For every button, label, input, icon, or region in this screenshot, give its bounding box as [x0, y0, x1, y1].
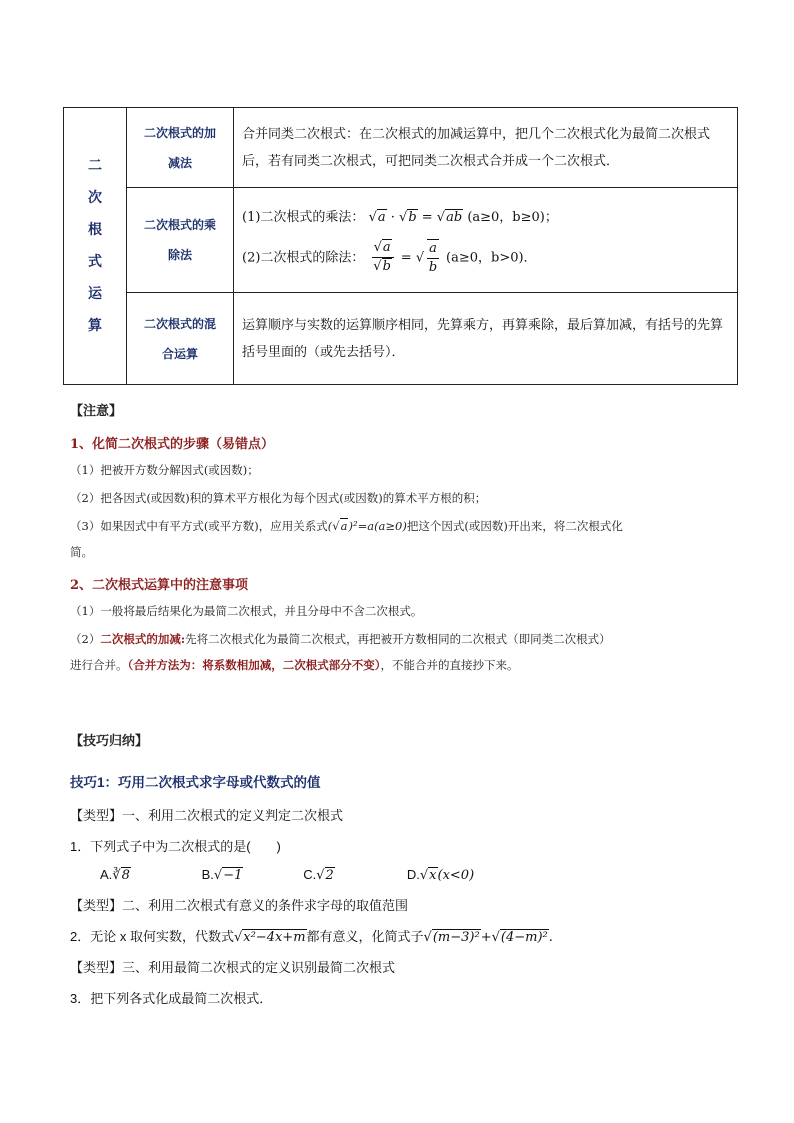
category-char: 次 — [88, 190, 102, 206]
category-char: 根 — [88, 222, 102, 238]
type3-heading: 【类型】三、利用最简二次根式的定义识别最简二次根式 — [70, 960, 396, 975]
rule-name-mixed: 二次根式的混 合运算 — [127, 293, 234, 385]
rule-name-add-sub: 二次根式的加 减法 — [127, 108, 234, 188]
multiplication-formula: √a · √b = √ab — [368, 209, 463, 225]
note-line: （2）二次根式的加减:先将二次根式化为最简二次根式，再把被开方数相同的二次根式（即同类二次根式） — [70, 632, 611, 646]
type1-heading: 【类型】一、利用二次根式的定义判定二次根式 — [70, 808, 344, 823]
q2-simplify-expression: √(m−3)²+√(4−m)². — [423, 930, 553, 945]
note-line: （2）把各因式(或因数)积的算术平方根化为每个因式(或因数)的算术平方根的积； — [70, 491, 487, 505]
category-cell — [64, 108, 127, 385]
rule-desc-mixed: 运算顺序与实数的运算顺序相同，先算乘方，再算乘除，最后算加减，有括号的先算括号里面的（或先去括号）． — [234, 293, 738, 385]
note-line: 进行合并。（合并方法为：将系数相加减，二次根式部分不变），不能合并的直接抄下来。 — [70, 658, 519, 672]
option-c[interactable]: C.√2 — [303, 867, 334, 883]
question-1-options — [70, 867, 740, 883]
notes-s2-title: 2、二次根式运算中的注意事项 — [70, 578, 249, 593]
question-2: 2．无论 x 取何实数，代数式√x²−4x+m都有意义，化简式子√(m−3)²+√(4−m)². — [70, 929, 553, 945]
division-rule: (2)二次根式的除法： $\frac{√a}{√b}$ = √ $\frac{a}{b}$ (a≥0，b>0)． — [242, 240, 537, 275]
option-d[interactable]: D.√x(x<0) — [406, 867, 475, 883]
question-3: 3．把下列各式化成最简二次根式． — [70, 991, 273, 1006]
question-1: 1．下列式子中为二次根式的是( ) — [70, 839, 281, 854]
skills-section — [70, 730, 740, 1007]
notes-section — [70, 400, 740, 675]
type2-heading: 【类型】二、利用二次根式有意义的条件求字母的取值范围 — [70, 898, 409, 913]
rule-name-mul-div: 二次根式的乘 除法 — [127, 188, 234, 293]
category-char: 式 — [88, 254, 102, 270]
note-line: （1）把被开方数分解因式(或因数)； — [70, 463, 259, 477]
note-line: （1）一般将最后结果化为最简二次根式，并且分母中不含二次根式。 — [70, 604, 423, 618]
division-lhs: $\frac{√a}{√b}$ — [372, 239, 394, 276]
division-rhs: $\frac{a}{b}$ — [428, 240, 438, 275]
notes-title: 【注意】 — [70, 404, 123, 419]
option-b[interactable]: B.√−1 — [201, 867, 243, 883]
category-char: 算 — [88, 318, 102, 334]
multiplication-rule: (1)二次根式的乘法： √a · √b = √ab (a≥0，b≥0)； — [242, 209, 558, 225]
skills-title: 【技巧归纳】 — [70, 734, 149, 749]
skill1-title: 技巧1：巧用二次根式求字母或代数式的值 — [70, 775, 321, 790]
category-char: 运 — [88, 286, 102, 302]
category-char: 二 — [88, 158, 102, 174]
rule-desc-mul-div — [234, 188, 738, 293]
option-a[interactable]: A.∛8 — [100, 867, 130, 883]
note-line: （3）如果因式中有平方式(或平方数)，应用关系式(√a)²=a(a≥0)把这个因式(或因数)开出来，将二次根式化 — [70, 519, 623, 533]
notes-s1-title: 1、化简二次根式的步骤（易错点） — [70, 437, 275, 452]
note-line: 简。 — [70, 545, 93, 559]
relation-formula: (√a)²=a(a≥0) — [327, 519, 407, 533]
q2-expression: √x²−4x+m — [233, 930, 306, 945]
rule-desc-add-sub: 合并同类二次根式：在二次根式的加减运算中，把几个二次根式化为最简二次根式后，若有同类二次根式，可把同类二次根式合并成一个二次根式． — [234, 108, 738, 188]
rule-table — [63, 107, 738, 385]
